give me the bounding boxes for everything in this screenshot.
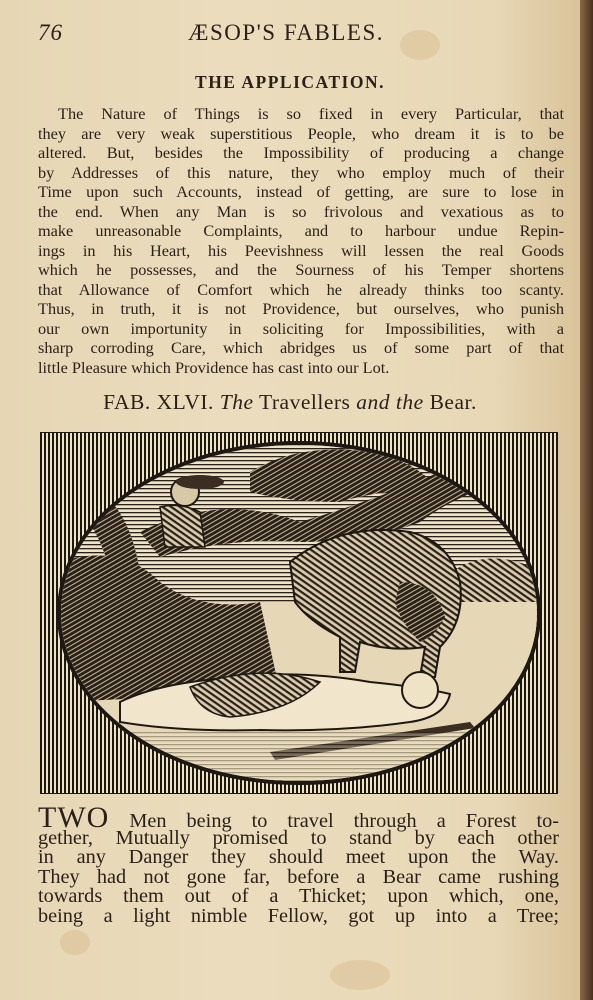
text-line: Time upon such Accounts, instead of getting, are sure to lose in — [38, 182, 564, 201]
text-line: towards them out of a Thicket; upon which, one, — [38, 885, 559, 907]
text-line — [38, 801, 559, 834]
text-line: ings in his Heart, his Peevishness will lessen the real Goods — [38, 240, 564, 260]
text-line: being a light nimble Fellow, got up into a Tree; — [38, 904, 559, 927]
text-line: gether, Mutually promised to stand by each other — [38, 826, 559, 849]
fable-title-travellers: Travellers — [259, 390, 351, 414]
fable-title-the: The — [219, 390, 254, 414]
text-line: our own importunity in soliciting for Impossibilities, with a — [38, 318, 564, 338]
text-line: little Pleasure which Providence has cast into our Lot. — [38, 357, 390, 377]
text-line: which he possesses, and the Sourness of his Temper shortens — [38, 260, 564, 279]
application-heading: THE APPLICATION. — [195, 72, 385, 92]
fable-number: FAB. XLVI. — [103, 390, 214, 414]
application-text — [38, 104, 564, 377]
fable-heading — [0, 390, 580, 415]
page-number: 76 — [38, 20, 63, 45]
book-title: ÆSOP'S FABLES. — [188, 20, 385, 45]
running-head — [38, 20, 558, 50]
text-line: that Allowance of Comfort which he already thinks too scanty. — [38, 279, 564, 299]
fable-story-text — [38, 801, 559, 927]
text-line: altered. But, besides the Impossibility of producing a change — [38, 143, 564, 162]
text-line: they are very weak superstitious People, who dream it is to be — [38, 123, 564, 143]
fable-title-bear: Bear. — [429, 390, 477, 414]
text-line: by Addresses of this nature, they who employ much of their — [38, 162, 564, 182]
text-line: They had not gone far, before a Bear came rushing — [38, 865, 559, 888]
story-first-word: TWO — [38, 801, 110, 834]
text-line: make unreasonable Complaints, and to harbour undue Repin- — [38, 221, 564, 240]
book-edge — [580, 0, 593, 1000]
foxing-stain — [330, 960, 390, 990]
foxing-stain — [60, 930, 90, 955]
text-line: The Nature of Things is so fixed in every Particular, that — [58, 104, 564, 123]
story-first-line: Men being to travel through a Forest to- — [129, 810, 559, 832]
text-line: in any Danger they should meet upon the Way. — [38, 846, 559, 868]
text-line: Thus, in truth, it is not Providence, but ourselves, who punish — [38, 299, 564, 318]
text-line: sharp corroding Care, which abridges us of some part of that — [38, 338, 564, 357]
text-line: the end. When any Man is so frivolous and vexatious as to — [38, 201, 564, 221]
woodcut-travellers-and-bear-icon — [40, 432, 558, 794]
woodcut-illustration — [40, 432, 558, 794]
fable-title-and-the: and the — [356, 390, 424, 414]
